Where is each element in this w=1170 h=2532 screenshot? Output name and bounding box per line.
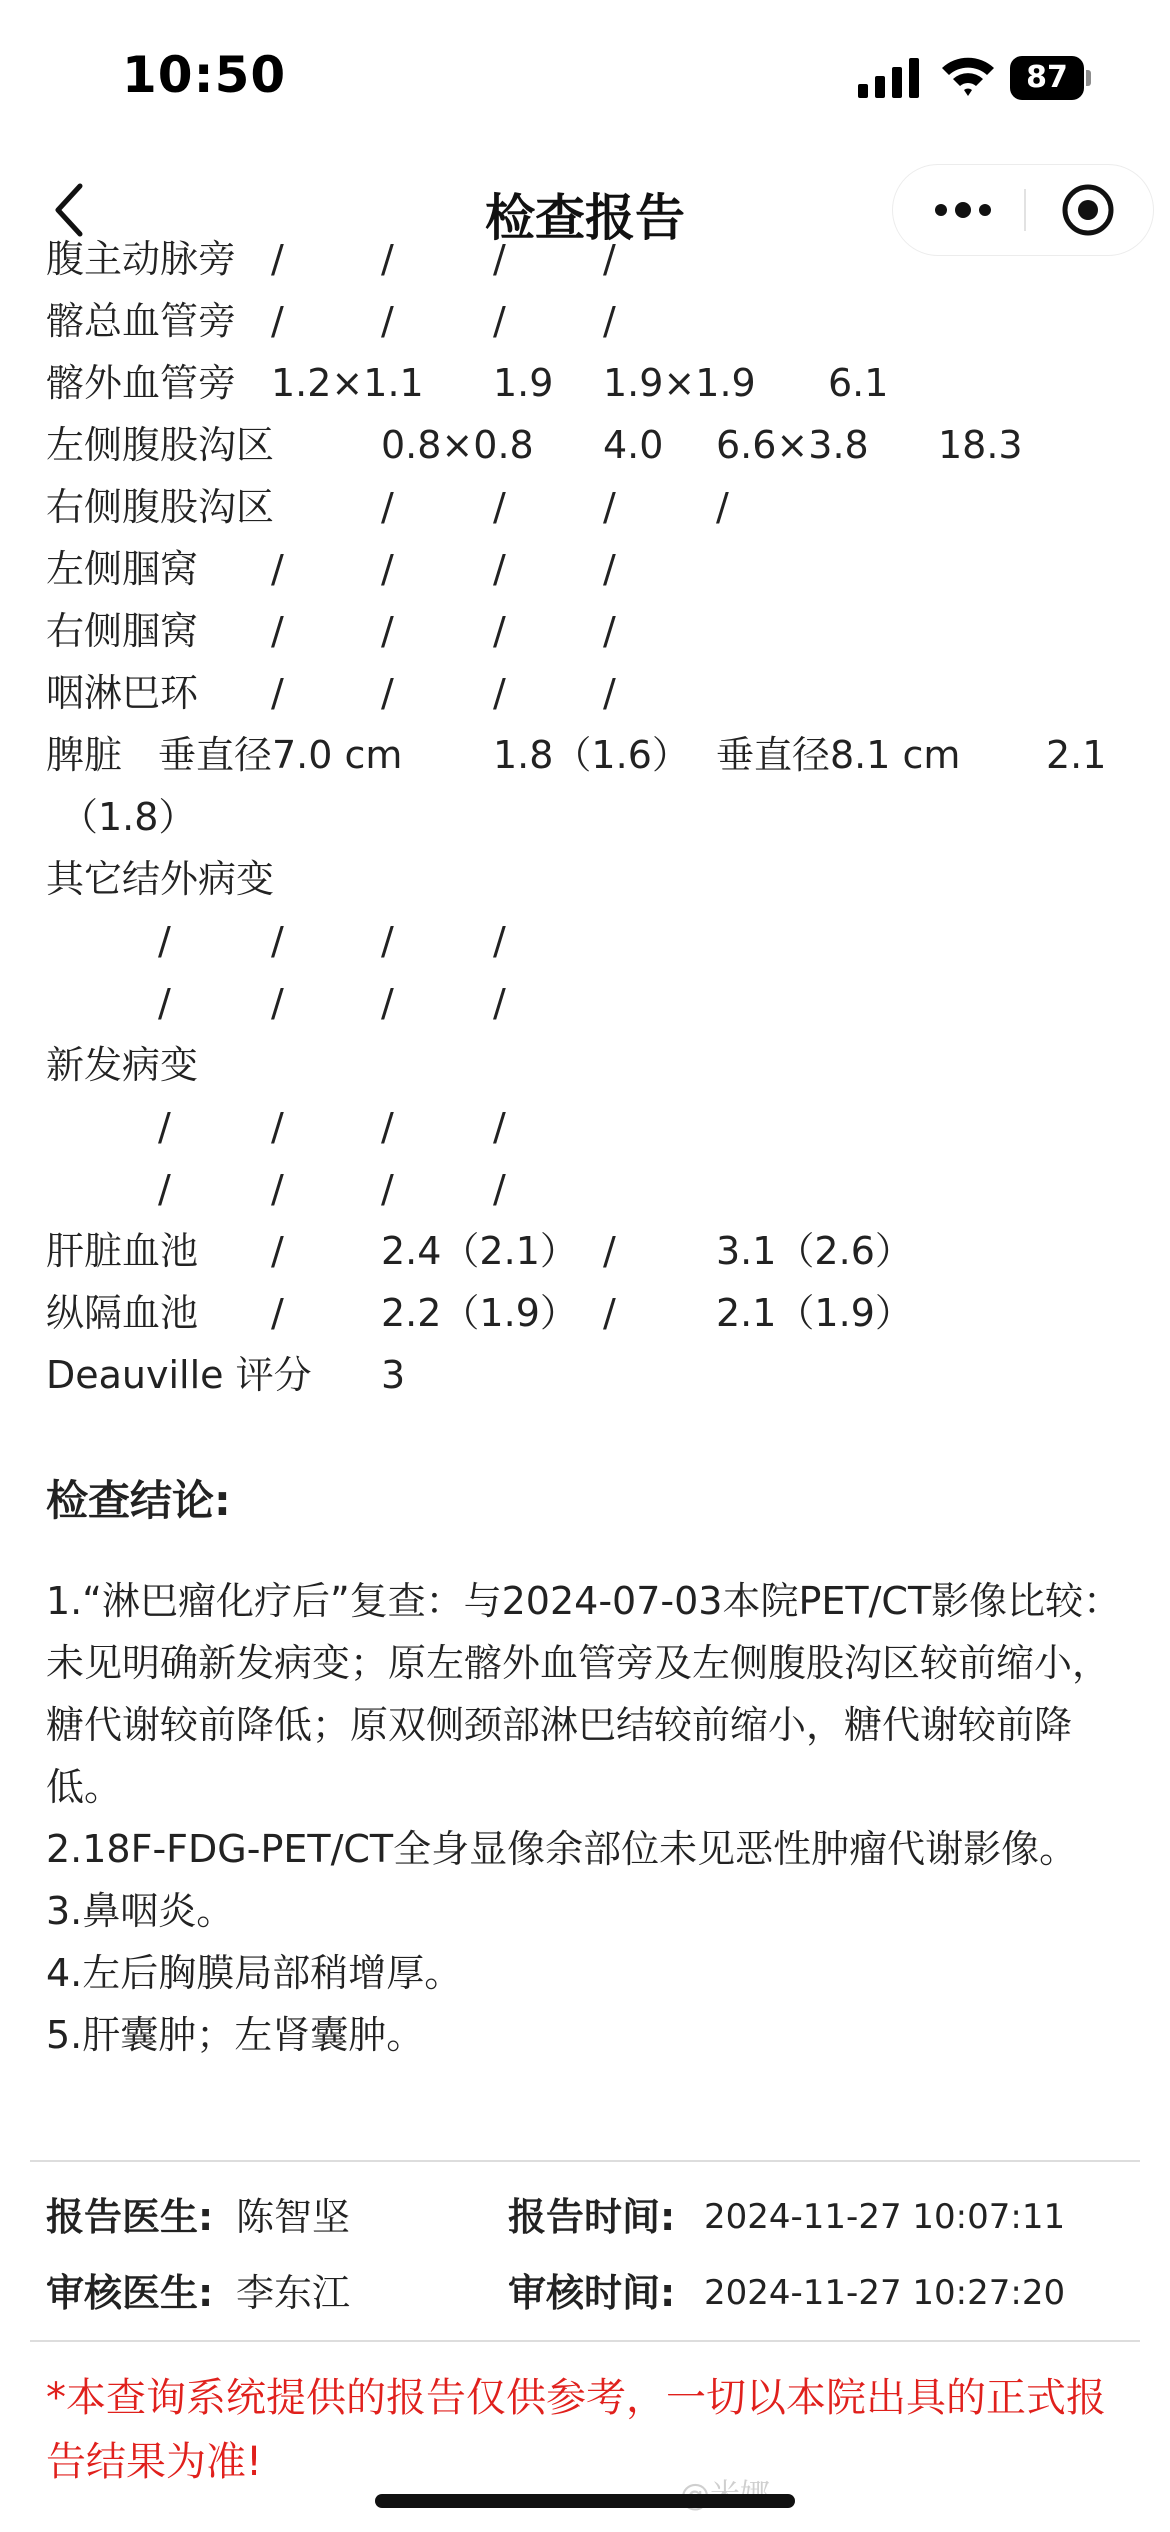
row-cell: / — [493, 547, 506, 591]
row-cell: / — [603, 485, 616, 529]
battery-icon — [1010, 56, 1090, 100]
row-cell: 2.1（1.9） — [716, 1291, 913, 1335]
row-cell: / — [493, 1105, 506, 1149]
section-heading: 新发病变 — [46, 1043, 199, 1087]
row-cell: / — [603, 299, 616, 343]
row-cell: / — [271, 981, 284, 1025]
row-cell: / — [381, 609, 394, 653]
row-label: 脾脏 — [46, 733, 123, 777]
row-cell: / — [493, 237, 506, 281]
conclusion-item: 3.鼻咽炎。 — [46, 1889, 235, 1933]
row-cell: / — [603, 237, 616, 281]
row-cell: / — [271, 237, 284, 281]
row-cell: / — [271, 1105, 284, 1149]
row-cell: 2.4（2.1） — [381, 1229, 578, 1273]
deauville-label: Deauville 评分 — [46, 1353, 312, 1397]
divider — [30, 2340, 1140, 2342]
row-cell: / — [158, 1167, 171, 1211]
row-cell: / — [493, 485, 506, 529]
conclusion-title: 检查结论: — [46, 1476, 231, 1525]
row-label: 右侧腘窝 — [46, 609, 199, 653]
row-cell: / — [271, 1291, 284, 1335]
row-cell: / — [603, 609, 616, 653]
row-cell: / — [493, 919, 506, 963]
review-doctor-label: 审核医生: — [46, 2271, 214, 2315]
row-cell: / — [271, 919, 284, 963]
status-bar — [0, 0, 1170, 150]
page-title: 检查报告 — [485, 189, 685, 247]
row-cell: / — [603, 671, 616, 715]
row-label: 左侧腘窝 — [46, 547, 199, 591]
row-cell: 1.2×1.1 — [271, 361, 424, 405]
row-cell: 6.6×3.8 — [716, 423, 869, 467]
wifi-icon — [940, 54, 996, 98]
row-cell: / — [158, 1105, 171, 1149]
conclusion-list — [46, 1570, 1136, 2066]
capsule-divider — [1024, 189, 1026, 231]
target-circle-icon — [1060, 182, 1116, 238]
report-doctor-name: 陈智坚 — [236, 2195, 351, 2239]
row-cell: / — [271, 609, 284, 653]
row-cell: / — [381, 299, 394, 343]
conclusion-item: 1.“淋巴瘤化疗后”复查：与2024-07-03本院PET/CT影像比较：未见明确新发病变；原左髂外血管旁及左侧腹股沟区较前缩小，糖代谢较前降低；原双侧颈部淋巴结较前缩小，糖代谢较前降低。 — [46, 1579, 1122, 1809]
row-cell: / — [381, 1105, 394, 1149]
review-time-label: 审核时间: — [508, 2271, 676, 2315]
row-cell: / — [158, 981, 171, 1025]
row-label: 肝脏血池 — [46, 1229, 199, 1273]
row-label: 纵隔血池 — [46, 1291, 199, 1335]
report-time-label: 报告时间: — [508, 2195, 676, 2239]
row-cell: / — [381, 237, 394, 281]
row-cell: 1.9 — [493, 361, 554, 405]
row-cell: / — [271, 1167, 284, 1211]
review-time-value: 2024-11-27 10:27:20 — [704, 2273, 1066, 2313]
row-cell: / — [271, 547, 284, 591]
row-cell: / — [381, 919, 394, 963]
battery-level: 87 — [1026, 60, 1068, 95]
row-label: 左侧腹股沟区 — [46, 423, 275, 467]
row-cell: / — [603, 547, 616, 591]
row-cell: / — [271, 1229, 284, 1273]
row-cell: 18.3 — [938, 423, 1023, 467]
battery-tip — [1086, 70, 1091, 86]
row-cell: 2.1 — [1046, 733, 1107, 777]
row-cell: 2.2（1.9） — [381, 1291, 578, 1335]
row-cell: 垂直径7.0 cm — [158, 733, 403, 777]
row-cell: 1.9×1.9 — [603, 361, 756, 405]
close-button[interactable] — [1038, 165, 1138, 255]
row-cell: / — [271, 299, 284, 343]
conclusion-item: 4.左后胸膜局部稍增厚。 — [46, 1951, 463, 1995]
row-cell: / — [381, 485, 394, 529]
more-dots-icon — [933, 200, 993, 220]
row-cell: 1.8（1.6） — [493, 733, 690, 777]
row-cell: / — [158, 919, 171, 963]
signal-icon — [858, 58, 920, 98]
deauville-value: 3 — [381, 1353, 406, 1397]
home-indicator[interactable] — [375, 2494, 795, 2508]
row-cell: / — [493, 609, 506, 653]
row-cell: 4.0 — [603, 423, 664, 467]
report-doctor-label: 报告医生: — [46, 2195, 214, 2239]
row-cell: / — [381, 547, 394, 591]
status-time: 10:50 — [122, 46, 287, 104]
row-cell: / — [493, 981, 506, 1025]
section-heading: 其它结外病变 — [46, 857, 275, 901]
mini-program-capsule — [892, 164, 1154, 256]
row-cell: 6.1 — [828, 361, 889, 405]
row-cell: 0.8×0.8 — [381, 423, 534, 467]
row-cell: / — [603, 1291, 616, 1335]
more-button[interactable] — [913, 165, 1013, 255]
row-cell: （1.8） — [60, 795, 197, 839]
review-doctor-name: 李东江 — [236, 2271, 351, 2315]
row-label: 腹主动脉旁 — [46, 237, 237, 281]
conclusion-item: 5.肝囊肿；左肾囊肿。 — [46, 2013, 425, 2057]
row-label: 右侧腹股沟区 — [46, 485, 275, 529]
row-cell: / — [603, 1229, 616, 1273]
row-cell: 垂直径8.1 cm — [716, 733, 961, 777]
row-cell: / — [716, 485, 729, 529]
row-cell: 3.1（2.6） — [716, 1229, 913, 1273]
report-content[interactable] — [0, 237, 1170, 2532]
divider — [30, 2160, 1140, 2162]
report-time-value: 2024-11-27 10:07:11 — [704, 2197, 1066, 2237]
conclusion-item: 2.18F-FDG-PET/CT全身显像余部位未见恶性肿瘤代谢影像。 — [46, 1827, 1078, 1871]
row-label: 咽淋巴环 — [46, 671, 199, 715]
row-label: 髂外血管旁 — [46, 361, 237, 405]
row-label: 髂总血管旁 — [46, 299, 237, 343]
row-cell: / — [381, 671, 394, 715]
disclaimer-text: *本查询系统提供的报告仅供参考，一切以本院出具的正式报告结果为准! — [46, 2375, 1106, 2485]
row-cell: / — [493, 1167, 506, 1211]
row-cell: / — [381, 1167, 394, 1211]
row-cell: / — [493, 299, 506, 343]
row-cell: / — [493, 671, 506, 715]
row-cell: / — [271, 671, 284, 715]
row-cell: / — [381, 981, 394, 1025]
